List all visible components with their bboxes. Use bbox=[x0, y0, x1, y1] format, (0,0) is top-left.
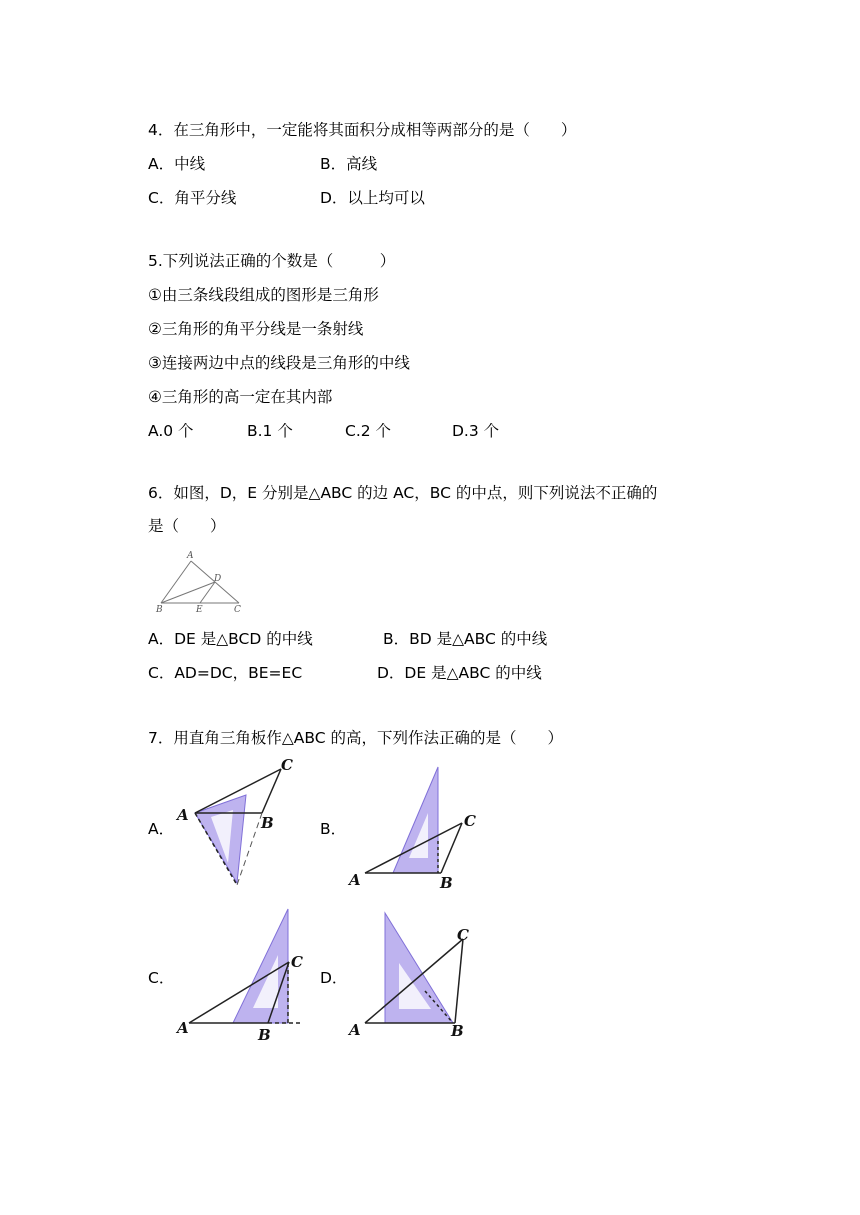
q7c-label-b: B bbox=[258, 1026, 271, 1044]
q7-stem: 7．用直角三角板作△ABC 的高，下列作法正确的是（ ） bbox=[148, 729, 563, 747]
q4-option-c: C．角平分线 bbox=[148, 189, 237, 207]
q7-figure-b bbox=[345, 755, 485, 895]
q5-statement-4: ④三角形的高一定在其内部 bbox=[148, 388, 333, 406]
q4-option-b: B．高线 bbox=[320, 155, 378, 173]
q6-option-a: A．DE 是△BCD 的中线 bbox=[148, 630, 313, 648]
q4-stem: 4．在三角形中，一定能将其面积分成相等两部分的是（ ） bbox=[148, 121, 577, 139]
q5-option-d: D.3 个 bbox=[452, 422, 500, 440]
q7-option-b: B． bbox=[320, 820, 347, 838]
q7c-label-c: C bbox=[291, 953, 303, 971]
q6-label-d: D bbox=[214, 574, 222, 584]
q6-option-d: D．DE 是△ABC 的中线 bbox=[377, 664, 542, 682]
q6-label-a: A bbox=[187, 551, 194, 561]
q7b-side-bc bbox=[441, 823, 462, 873]
q6-stem-line-1: 6．如图，D，E 分别是△ABC 的边 AC，BC 的中点，则下列说法不正确的 bbox=[148, 484, 658, 502]
q5-option-a: A.0 个 bbox=[148, 422, 194, 440]
q7b-label-b: B bbox=[440, 874, 453, 892]
q7d-label-a: A bbox=[349, 1021, 361, 1039]
q6-label-e: E bbox=[196, 605, 203, 615]
q6-label-c: C bbox=[234, 605, 241, 615]
q6-stem-line-2: 是（ ） bbox=[148, 517, 226, 535]
q7a-label-c: C bbox=[281, 756, 293, 774]
q7-figure-c bbox=[175, 905, 315, 1045]
q7-option-c: C． bbox=[148, 969, 175, 987]
q7b-label-c: C bbox=[464, 812, 476, 830]
q7c-label-a: A bbox=[177, 1019, 189, 1037]
q7-figure-d bbox=[345, 905, 485, 1045]
q7-option-d: D． bbox=[320, 969, 348, 987]
q5-option-c: C.2 个 bbox=[345, 422, 392, 440]
q7a-side-bc bbox=[262, 769, 281, 813]
q7-option-a: A． bbox=[148, 820, 175, 838]
q6-figure bbox=[150, 550, 250, 614]
q7-figure-a bbox=[175, 755, 305, 895]
q7a-label-b: B bbox=[261, 814, 274, 832]
q7b-label-a: A bbox=[349, 871, 361, 889]
q5-statement-1: ①由三条线段组成的图形是三角形 bbox=[148, 286, 379, 304]
q6-label-b: B bbox=[156, 605, 163, 615]
q7a-label-a: A bbox=[177, 806, 189, 824]
q4-option-a: A．中线 bbox=[148, 155, 206, 173]
q7d-label-b: B bbox=[451, 1022, 464, 1040]
q4-option-d: D．以上均可以 bbox=[320, 189, 425, 207]
q7d-side-bc bbox=[455, 939, 463, 1023]
q5-statement-2: ②三角形的角平分线是一条射线 bbox=[148, 320, 364, 338]
q5-statement-3: ③连接两边中点的线段是三角形的中线 bbox=[148, 354, 410, 372]
q6-option-c: C．AD=DC，BE=EC bbox=[148, 664, 303, 682]
q6-option-b: B．BD 是△ABC 的中线 bbox=[383, 630, 548, 648]
q5-stem: 5.下列说法正确的个数是（ ） bbox=[148, 252, 396, 270]
q5-option-b: B.1 个 bbox=[247, 422, 293, 440]
q7d-label-c: C bbox=[457, 926, 469, 944]
